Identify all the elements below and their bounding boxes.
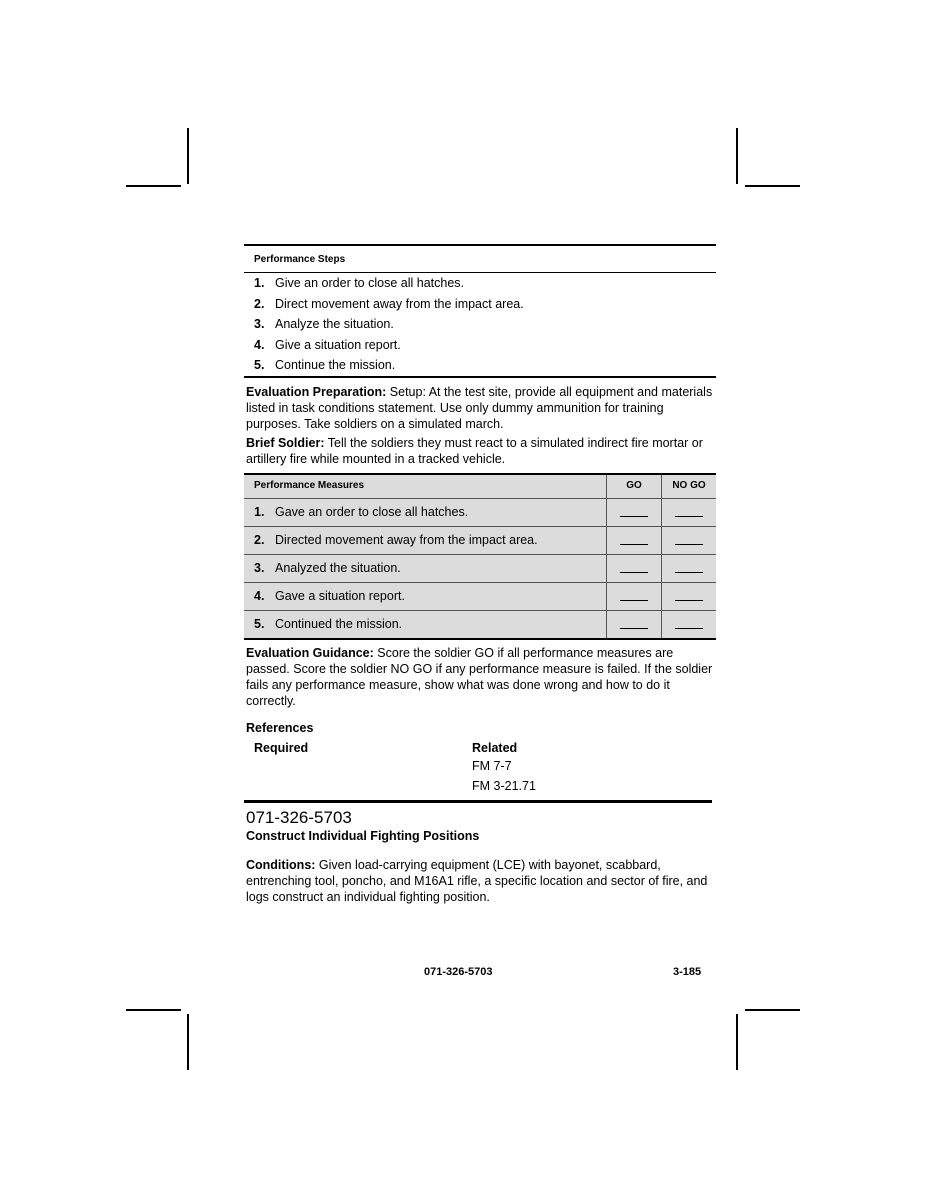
performance-steps-list xyxy=(244,273,716,376)
performance-step xyxy=(244,335,716,356)
table-header-row xyxy=(244,474,716,499)
footer-page-number: 3-185 xyxy=(673,966,702,978)
crop-mark-top-left-vertical xyxy=(187,128,189,184)
step-text: Direct movement away from the impact area. xyxy=(275,296,524,311)
references-header: References xyxy=(246,720,314,735)
go-blank[interactable] xyxy=(607,554,662,582)
crop-mark-top-left-horizontal xyxy=(126,185,181,187)
nogo-blank[interactable] xyxy=(662,526,717,554)
performance-measures-header: Performance Measures xyxy=(244,474,607,499)
measure-text: Gave an order to close all hatches. xyxy=(275,505,469,519)
step-text: Give a situation report. xyxy=(275,337,401,352)
measure-text: Gave a situation report. xyxy=(275,589,405,603)
brief-soldier xyxy=(246,435,716,467)
performance-step xyxy=(244,355,716,376)
measure-text: Directed movement away from the impact area. xyxy=(275,533,538,547)
related-label: Related xyxy=(472,740,518,755)
performance-step xyxy=(244,273,716,294)
table-row xyxy=(244,526,716,554)
next-task-title: Construct Individual Fighting Positions xyxy=(246,829,480,843)
measure-number: 1. xyxy=(254,505,265,519)
go-blank[interactable] xyxy=(607,582,662,610)
step-number: 2. xyxy=(254,296,265,311)
crop-mark-top-right-vertical xyxy=(736,128,738,184)
step-number: 5. xyxy=(254,358,265,373)
conditions-text: Given load-carrying equipment (LCE) with bayonet, scabbard, entrenching tool, poncho, and M16A1 rifle, a specific location and sector of fire, and logs construct an individual fighting position. xyxy=(246,858,708,904)
next-task-id: 071-326-5703 xyxy=(246,808,352,827)
crop-mark-bottom-left-horizontal xyxy=(126,1009,181,1011)
references-columns xyxy=(246,740,716,796)
measure-number: 5. xyxy=(254,617,265,631)
related-reference: FM 3-21.71 xyxy=(472,778,536,793)
go-column-header: GO xyxy=(607,474,662,499)
step-number: 4. xyxy=(254,337,265,352)
step-number: 1. xyxy=(254,276,265,291)
performance-measures-table xyxy=(244,473,716,640)
step-number: 3. xyxy=(254,317,265,332)
conditions-label: Conditions: xyxy=(246,858,316,872)
steps-bottom-rule xyxy=(244,376,716,378)
evaluation-guidance xyxy=(246,645,716,709)
go-blank[interactable] xyxy=(607,610,662,639)
table-row xyxy=(244,498,716,526)
performance-steps-header: Performance Steps xyxy=(254,254,346,265)
evaluation-preparation-text: Setup: At the test site, provide all equipment and materials listed in task conditions statement. Use only dummy ammunition for training purposes. Take soldiers on a simulated march. xyxy=(246,384,713,431)
nogo-blank[interactable] xyxy=(662,582,717,610)
measure-number: 3. xyxy=(254,561,265,575)
evaluation-preparation-label: Evaluation Preparation: xyxy=(246,384,387,399)
crop-mark-top-right-horizontal xyxy=(745,185,800,187)
conditions xyxy=(246,857,712,905)
nogo-blank[interactable] xyxy=(662,498,717,526)
evaluation-guidance-label: Evaluation Guidance: xyxy=(246,645,374,660)
table-row xyxy=(244,554,716,582)
references-section xyxy=(246,720,716,796)
brief-soldier-text: Tell the soldiers they must react to a simulated indirect fire mortar or artillery fire while mounted in a tracked vehicle. xyxy=(246,435,703,466)
required-label: Required xyxy=(254,740,309,755)
next-task-rule xyxy=(244,800,712,803)
step-text: Give an order to close all hatches. xyxy=(275,276,464,291)
measure-cell xyxy=(244,498,607,526)
table-row xyxy=(244,610,716,639)
evaluation-preparation xyxy=(246,384,716,432)
brief-soldier-label: Brief Soldier: xyxy=(246,435,325,450)
go-blank[interactable] xyxy=(607,498,662,526)
nogo-column-header: NO GO xyxy=(662,474,717,499)
performance-step xyxy=(244,294,716,315)
go-blank[interactable] xyxy=(607,526,662,554)
related-reference: FM 7-7 xyxy=(472,758,512,773)
table-row xyxy=(244,582,716,610)
measure-number: 4. xyxy=(254,589,265,603)
nogo-blank[interactable] xyxy=(662,554,717,582)
performance-step xyxy=(244,314,716,335)
step-text: Analyze the situation. xyxy=(275,317,394,332)
measure-cell xyxy=(244,582,607,610)
footer-task-number: 071-326-5703 xyxy=(424,966,493,978)
next-task xyxy=(246,808,712,905)
related-column xyxy=(472,740,536,796)
crop-mark-bottom-left-vertical xyxy=(187,1014,189,1070)
step-text: Continue the mission. xyxy=(275,358,396,373)
crop-mark-bottom-right-horizontal xyxy=(745,1009,800,1011)
nogo-blank[interactable] xyxy=(662,610,717,639)
crop-mark-bottom-right-vertical xyxy=(736,1014,738,1070)
measure-text: Analyzed the situation. xyxy=(275,561,401,575)
measure-cell xyxy=(244,610,607,639)
measure-number: 2. xyxy=(254,533,265,547)
measure-text: Continued the mission. xyxy=(275,617,403,631)
measure-cell xyxy=(244,554,607,582)
measure-cell xyxy=(244,526,607,554)
task-content xyxy=(244,244,716,796)
evaluation-guidance-text: Score the soldier GO if all performance measures are passed. Score the soldier NO GO if any performance measure is failed. If the soldier fails any performance measure, show what was done wrong and how to do it correctly. xyxy=(246,645,713,708)
